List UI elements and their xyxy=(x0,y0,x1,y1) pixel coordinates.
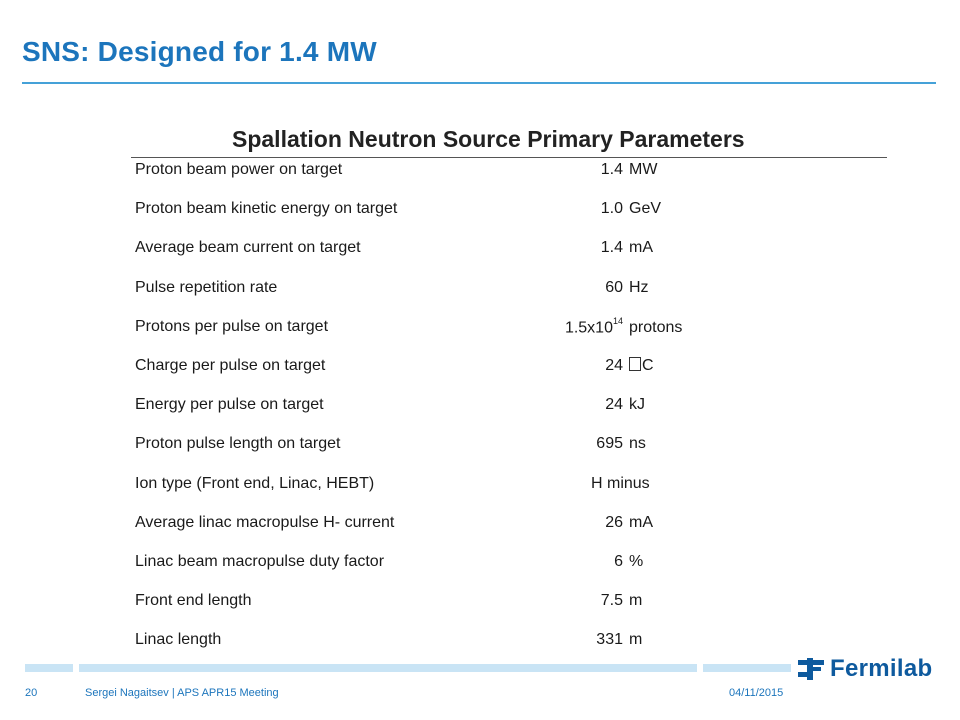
table-row xyxy=(135,351,885,390)
table-row xyxy=(135,233,885,272)
parameter-value: 24 kJ xyxy=(605,396,645,414)
slide-title: SNS: Designed for 1.4 MW xyxy=(22,36,377,67)
table-row xyxy=(135,625,885,664)
parameter-name: Proton beam kinetic energy on target xyxy=(135,200,398,218)
parameter-name: Proton pulse length on target xyxy=(135,435,341,453)
parameter-value: 331 m xyxy=(596,631,643,649)
page-number: 20 xyxy=(25,687,38,699)
parameter-value: 26 mA xyxy=(605,513,653,531)
parameter-name: Charge per pulse on target xyxy=(135,356,326,374)
parameter-value: 1.4 mA xyxy=(600,239,653,257)
logo-text: Fermilab xyxy=(830,655,933,682)
title-divider xyxy=(22,82,936,84)
parameter-name: Linac beam macropulse duty factor xyxy=(135,552,385,570)
parameter-name: Linac length xyxy=(135,631,222,649)
parameter-name: Front end length xyxy=(135,592,252,610)
parameter-name: Energy per pulse on target xyxy=(135,396,324,414)
parameter-name: Pulse repetition rate xyxy=(135,278,278,296)
table-row xyxy=(135,194,885,233)
table-heading: Spallation Neutron Source Primary Parameters xyxy=(232,126,745,152)
table-row xyxy=(135,547,885,586)
footer-bar-tick xyxy=(697,664,703,672)
parameter-value: 1.4 MW xyxy=(600,161,658,178)
slide-date: 04/11/2015 xyxy=(729,687,784,699)
fermilab-logo xyxy=(798,655,932,683)
table-row xyxy=(135,155,885,194)
parameter-name: Average linac macropulse H- current xyxy=(135,513,395,531)
missing-glyph-box-icon xyxy=(629,357,641,371)
parameter-value: 24 C xyxy=(605,356,654,374)
parameter-value: $1.5x10^{14}$ protons xyxy=(564,315,683,337)
parameter-name: Ion type (Front end, Linac, HEBT) xyxy=(135,474,375,492)
parameter-name: Protons per pulse on target xyxy=(135,317,329,335)
parameter-value: 60 Hz xyxy=(605,278,649,296)
table-row xyxy=(135,429,885,468)
parameter-value: 7.5 m xyxy=(600,592,643,610)
footer-bar xyxy=(25,664,791,672)
fermilab-logo-icon xyxy=(798,658,824,680)
parameter-value: 695 ns xyxy=(596,435,646,453)
parameter-value: H minus xyxy=(591,474,650,492)
exponent: 14 xyxy=(612,315,623,326)
parameter-value: 6 % xyxy=(614,552,644,570)
parameter-name: Average beam current on target xyxy=(135,239,361,257)
table-row xyxy=(135,273,885,312)
table-row xyxy=(135,312,885,351)
table-row xyxy=(135,390,885,429)
parameters-table xyxy=(135,155,885,664)
presenter-meeting: Sergei Nagaitsev | APS APR15 Meeting xyxy=(85,687,279,699)
parameter-name: Proton beam power on target xyxy=(135,161,343,178)
footer-bar-tick xyxy=(73,664,79,672)
table-row xyxy=(135,508,885,547)
parameter-value: 1.0 GeV xyxy=(600,200,662,218)
table-row xyxy=(135,469,885,508)
table-row xyxy=(135,586,885,625)
